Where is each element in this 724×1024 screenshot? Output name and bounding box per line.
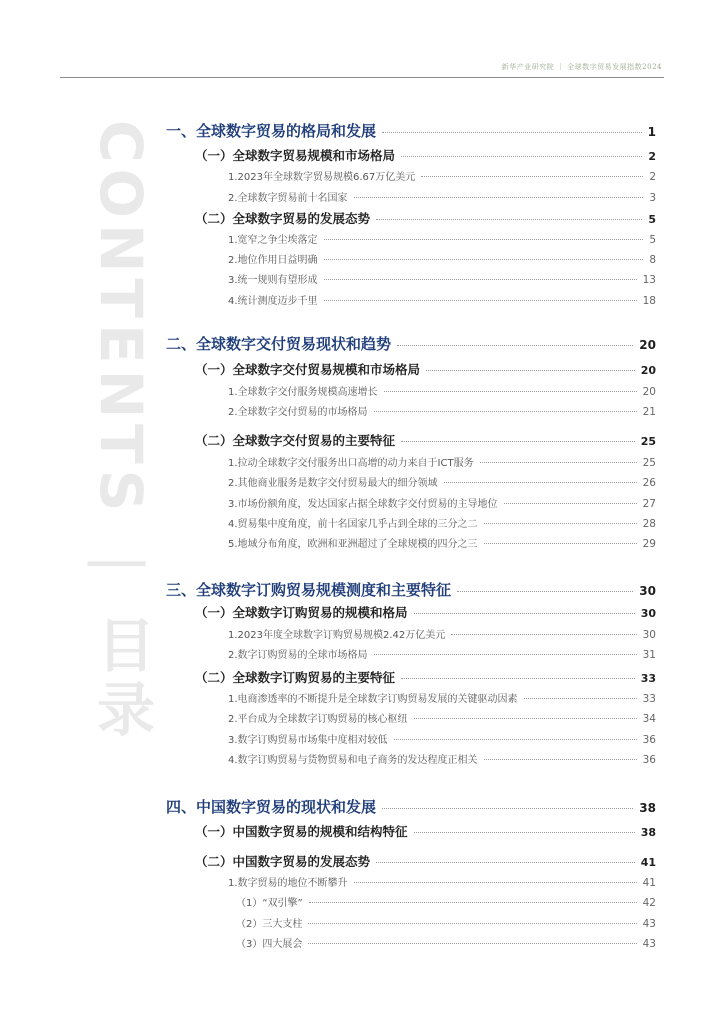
toc-entry-title: 3.统一规则有望形成 <box>228 275 318 286</box>
toc-entry-title: （二）全球数字贸易的发展态势 <box>195 211 371 226</box>
toc-dot-leader <box>324 239 644 240</box>
toc-entry-page: 18 <box>642 295 656 307</box>
toc-entry[interactable] <box>166 579 656 600</box>
toc-dot-leader <box>374 411 637 412</box>
toc-entry-page: 41 <box>642 877 656 889</box>
toc-dot-leader <box>414 613 635 614</box>
toc-entry-page: 3 <box>649 192 656 204</box>
toc-entry-title: 2.数字订购贸易的全球市场格局 <box>228 650 368 661</box>
toc-entry-page: 33 <box>640 672 656 685</box>
toc-entry-title: 2.其他商业服务是数字交付贸易最大的细分领域 <box>228 478 438 489</box>
toc-entry-title: （一）全球数字交付贸易规模和市场格局 <box>195 362 421 377</box>
toc-entry[interactable] <box>236 915 656 930</box>
toc-entry-title: 一、全球数字贸易的格局和发展 <box>166 122 377 140</box>
toc-entry-page: 34 <box>642 713 656 725</box>
toc-entry-page: 26 <box>642 477 656 489</box>
toc-dot-leader <box>394 739 637 740</box>
toc-dot-leader <box>309 902 637 903</box>
toc-entry[interactable] <box>228 710 656 725</box>
toc-entry-title: （3）四大展会 <box>236 939 303 950</box>
toc-entry[interactable] <box>228 495 656 510</box>
toc-entry-page: 38 <box>639 801 656 815</box>
toc-entry[interactable] <box>228 271 656 286</box>
toc-entry-page: 21 <box>642 406 656 418</box>
toc-dot-leader <box>401 441 635 442</box>
toc-dot-leader <box>376 219 642 220</box>
toc-entry[interactable] <box>228 189 656 204</box>
side-title-en: CONTENTS <box>87 120 155 518</box>
toc-dot-leader <box>451 634 636 635</box>
toc-dot-leader <box>308 943 636 944</box>
toc-entry-page: 2 <box>649 171 656 183</box>
toc-dot-leader <box>484 543 637 544</box>
toc-entry-page: 5 <box>648 213 656 226</box>
toc-dot-leader <box>426 370 635 371</box>
toc-dot-leader <box>421 176 643 177</box>
toc-entry[interactable] <box>195 852 656 870</box>
toc-entry[interactable] <box>228 251 656 266</box>
toc-entry-page: 33 <box>642 693 656 705</box>
toc-entry[interactable] <box>236 935 656 950</box>
toc-entry-title: 5.地域分布角度，欧洲和亚洲超过了全球规模的四分之三 <box>228 539 478 550</box>
toc-entry[interactable] <box>195 431 656 449</box>
toc-dot-leader <box>324 259 644 260</box>
toc-entry-page: 43 <box>642 938 656 950</box>
toc-entry[interactable] <box>228 474 656 489</box>
toc-entry[interactable] <box>228 690 656 705</box>
toc-dot-leader <box>414 832 635 833</box>
toc-dot-leader <box>401 156 642 157</box>
toc-entry-title: 2.地位作用日益明确 <box>228 255 318 266</box>
toc-entry-page: 38 <box>640 826 656 839</box>
toc-entry[interactable] <box>228 231 656 246</box>
toc-dot-leader <box>397 345 633 346</box>
toc-entry[interactable] <box>228 535 656 550</box>
toc-entry-page: 29 <box>642 538 656 550</box>
toc-dot-leader <box>376 862 635 863</box>
toc-entry-title: 3.数字订购贸易市场集中度相对较低 <box>228 735 388 746</box>
toc-entry[interactable] <box>228 874 656 889</box>
toc-entry-title: 四、中国数字贸易的现状和发展 <box>166 798 377 816</box>
toc-entry-title: 1.数字贸易的地位不断攀升 <box>228 878 348 889</box>
toc-entry[interactable] <box>195 822 656 840</box>
toc-entry-title: 1.拉动全球数字交付服务出口高增的动力来自于ICT服务 <box>228 458 474 469</box>
toc-dot-leader <box>354 882 637 883</box>
toc-entry-title: 3.市场份额角度，发达国家占据全球数字交付贸易的主导地位 <box>228 499 498 510</box>
toc-entry-page: 5 <box>649 234 656 246</box>
toc-dot-leader <box>444 482 637 483</box>
header-text: 新华产业研究院 ｜ 全球数字贸易发展指数2024 <box>501 63 662 71</box>
toc-entry-title: 1.2023年全球数字贸易规模6.67万亿美元 <box>228 172 416 183</box>
toc-entry-page: 30 <box>639 584 656 598</box>
toc-entry[interactable] <box>228 292 656 307</box>
toc-dot-leader <box>374 654 637 655</box>
toc-entry-title: （一）全球数字订购贸易的规模和格局 <box>195 605 408 620</box>
toc-dot-leader <box>484 759 637 760</box>
toc-dot-leader <box>324 279 637 280</box>
toc-dot-leader <box>382 808 633 809</box>
toc-entry-title: （1）“双引擎” <box>236 898 303 909</box>
toc-entry-title: 1.电商渗透率的不断提升是全球数字订购贸易发展的关键驱动因素 <box>228 694 518 705</box>
toc-entry-title: （二）全球数字交付贸易的主要特征 <box>195 433 396 448</box>
toc-entry-title: （一）全球数字贸易规模和市场格局 <box>195 148 396 163</box>
toc-entry-page: 30 <box>642 629 656 641</box>
toc-entry-page: 25 <box>640 435 656 448</box>
toc-entry-page: 36 <box>642 734 656 746</box>
toc-entry-page: 2 <box>648 150 656 163</box>
toc-entry-title: 2.全球数字贸易前十名国家 <box>228 193 348 204</box>
toc-entry-title: （二）中国数字贸易的发展态势 <box>195 854 371 869</box>
toc-entry-page: 20 <box>642 386 656 398</box>
toc-entry[interactable] <box>195 668 656 686</box>
toc-dot-leader <box>384 391 637 392</box>
toc-entry-title: 三、全球数字订购贸易规模测度和主要特征 <box>166 581 452 599</box>
toc-entry-title: 2.全球数字交付贸易的市场格局 <box>228 407 368 418</box>
toc-entry[interactable] <box>236 894 656 909</box>
toc-entry[interactable] <box>166 333 656 354</box>
toc-dot-leader <box>457 591 633 592</box>
toc-entry[interactable] <box>228 626 656 641</box>
side-title-separator: | <box>87 553 155 580</box>
toc-entry[interactable] <box>228 751 656 766</box>
toc-entry-page: 43 <box>642 918 656 930</box>
toc-dot-leader <box>324 300 637 301</box>
toc-entry[interactable] <box>228 168 656 183</box>
toc-entry[interactable] <box>166 796 656 817</box>
toc-entry[interactable] <box>195 603 656 621</box>
toc-entry-page: 36 <box>642 754 656 766</box>
toc-entry[interactable] <box>228 515 656 530</box>
toc-entry-title: （2）三大支柱 <box>236 919 303 930</box>
toc-entry-page: 25 <box>642 457 656 469</box>
toc-entry-title: 4.统计测度迈步千里 <box>228 296 318 307</box>
toc-entry[interactable] <box>195 360 656 378</box>
toc-dot-leader <box>382 132 642 133</box>
toc-entry-page: 8 <box>649 254 656 266</box>
toc-entry-title: 2.平台成为全球数字订购贸易的核心枢纽 <box>228 714 408 725</box>
toc-dot-leader <box>414 718 637 719</box>
toc-entry[interactable] <box>228 383 656 398</box>
toc-entry[interactable] <box>228 403 656 418</box>
toc-entry-title: 1.2023年度全球数字订购贸易规模2.42万亿美元 <box>228 630 446 641</box>
toc-entry-page: 31 <box>642 649 656 661</box>
toc-entry-title: 1.宽窄之争尘埃落定 <box>228 235 318 246</box>
toc-entry-title: 二、全球数字交付贸易现状和趋势 <box>166 335 392 353</box>
toc-entry[interactable] <box>195 146 656 164</box>
toc-entry-page: 28 <box>642 518 656 530</box>
toc-entry-title: 4.数字订购贸易与货物贸易和电子商务的发达程度正相关 <box>228 755 478 766</box>
toc-entry-title: （一）中国数字贸易的规模和结构特征 <box>195 824 408 839</box>
toc-entry-page: 20 <box>640 364 656 377</box>
toc-entry-page: 1 <box>647 125 656 139</box>
toc-dot-leader <box>524 698 637 699</box>
toc-dot-leader <box>308 923 636 924</box>
toc-entry[interactable] <box>228 454 656 469</box>
toc-entry[interactable] <box>195 209 656 227</box>
toc-entry[interactable] <box>228 731 656 746</box>
toc-entry-page: 42 <box>642 897 656 909</box>
toc-dot-leader <box>401 678 635 679</box>
toc-dot-leader <box>354 197 644 198</box>
toc-entry[interactable] <box>228 646 656 661</box>
toc-entry-title: （二）全球数字订购贸易的主要特征 <box>195 670 396 685</box>
toc-entry-page: 13 <box>642 274 656 286</box>
toc-dot-leader <box>484 523 637 524</box>
toc-entry-page: 20 <box>639 338 656 352</box>
toc-entry-page: 30 <box>640 607 656 620</box>
toc-entry-title: 1.全球数字交付服务规模高速增长 <box>228 387 378 398</box>
toc-entry-page: 27 <box>642 498 656 510</box>
toc-entry-page: 41 <box>640 856 656 869</box>
toc-entry[interactable] <box>166 120 656 141</box>
toc-entry-title: 4.贸易集中度角度，前十名国家几乎占到全球的三分之二 <box>228 519 478 530</box>
toc-dot-leader <box>504 503 637 504</box>
toc-dot-leader <box>480 462 637 463</box>
side-title-zh: 目录 <box>87 615 155 744</box>
